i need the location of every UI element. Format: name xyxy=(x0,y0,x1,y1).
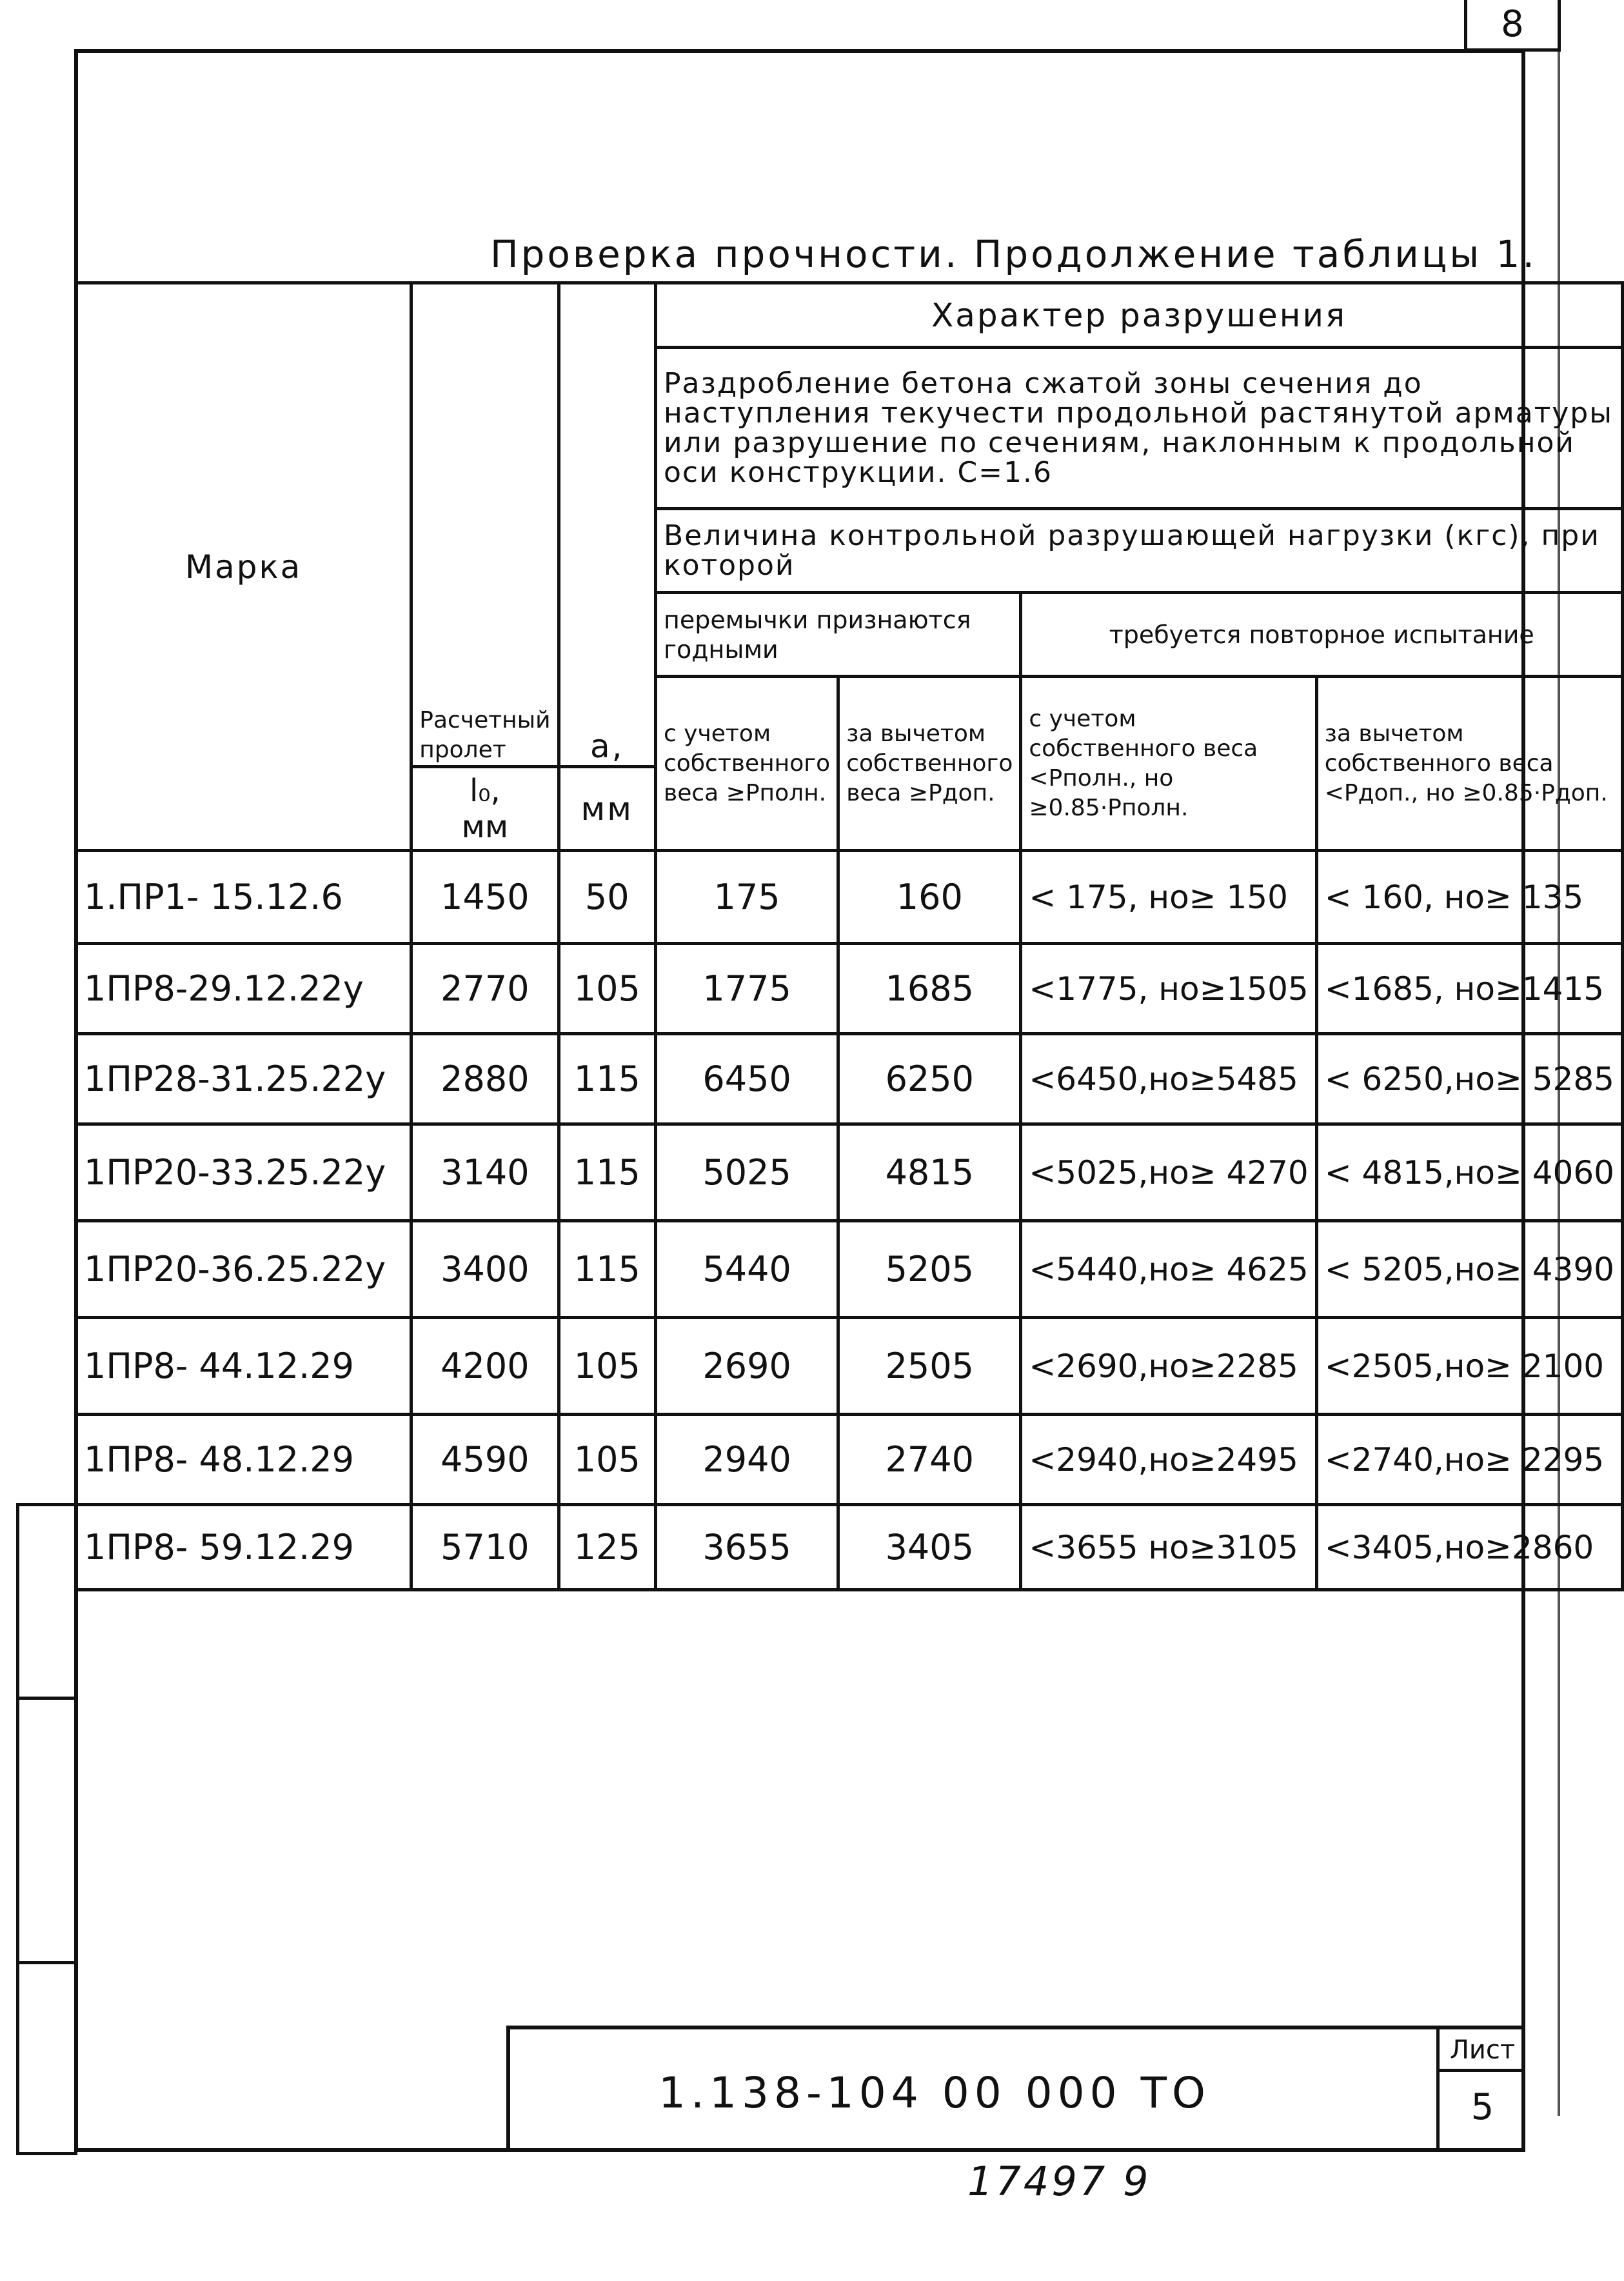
cell-p-add: 3405 xyxy=(838,1505,1021,1590)
cell-span: 1450 xyxy=(411,851,559,944)
binding-line-h3 xyxy=(16,1961,77,1964)
table-row xyxy=(76,1034,1623,1124)
corner-page-text: 8 xyxy=(1501,3,1524,45)
cell-a: 125 xyxy=(559,1505,655,1590)
cell-mark: 1ПР8-29.12.22у xyxy=(76,944,411,1034)
cell-retest-full: <5025,но≥ 4270 xyxy=(1021,1124,1316,1221)
table-row xyxy=(76,1221,1623,1318)
document-code: 1.138-104 00 000 ТО xyxy=(659,2068,1211,2118)
corner-page-number xyxy=(1464,0,1561,52)
cell-mark: 1ПР8- 44.12.29 xyxy=(76,1318,411,1415)
cell-p-full: 2690 xyxy=(656,1318,838,1415)
header-suitable: перемычки признаются годными xyxy=(656,593,1021,677)
title-block xyxy=(506,2026,1525,2152)
cell-retest-full: <3655 но≥3105 xyxy=(1021,1505,1316,1590)
archive-number: 17497 9 xyxy=(967,2158,1151,2205)
table-row xyxy=(76,1318,1623,1415)
cell-mark: 1ПР28-31.25.22у xyxy=(76,1034,411,1124)
header-a: a, xyxy=(559,283,655,767)
cell-p-full: 6450 xyxy=(656,1034,838,1124)
cell-retest-add: <3405,но≥2860 xyxy=(1316,1505,1622,1590)
page-title: Проверка прочности. Продолжение таблицы 1. xyxy=(490,232,1537,276)
cell-span: 2880 xyxy=(411,1034,559,1124)
cell-retest-add: < 160, но≥ 135 xyxy=(1316,851,1622,944)
cell-p-add: 160 xyxy=(838,851,1021,944)
cell-p-add: 1685 xyxy=(838,944,1021,1034)
cell-span: 3140 xyxy=(411,1124,559,1221)
cell-retest-full: <5440,но≥ 4625 xyxy=(1021,1221,1316,1318)
header-failure-type: Характер разрушения xyxy=(656,283,1623,348)
table-row xyxy=(76,1124,1623,1221)
binding-line-vertical xyxy=(16,1503,19,2155)
cell-a: 115 xyxy=(559,1221,655,1318)
sheet-label: Лист xyxy=(1440,2029,1525,2072)
cell-mark: 1ПР20-33.25.22у xyxy=(76,1124,411,1221)
cell-retest-full: <6450,но≥5485 xyxy=(1021,1034,1316,1124)
cell-p-add: 2740 xyxy=(838,1415,1021,1505)
header-control-load: Величина контрольной разрушающей нагрузки (кгс), при которой xyxy=(656,509,1623,593)
cell-a: 105 xyxy=(559,944,655,1034)
cell-retest-add: < 4815,но≥ 4060 xyxy=(1316,1124,1622,1221)
cell-retest-add: <1685, но≥1415 xyxy=(1316,944,1622,1034)
cell-a: 115 xyxy=(559,1124,655,1221)
header-retest: требуется повторное испытание xyxy=(1021,593,1623,677)
header-mark: Марка xyxy=(76,283,411,851)
header-sub1: с учетом собственного веса ≥Pполн. xyxy=(656,677,838,851)
table-row xyxy=(76,1505,1623,1590)
sheet-box xyxy=(1436,2029,1525,2152)
cell-retest-full: <2940,но≥2495 xyxy=(1021,1415,1316,1505)
header-a-unit: мм xyxy=(559,767,655,851)
cell-p-full: 3655 xyxy=(656,1505,838,1590)
cell-retest-add: <2740,но≥ 2295 xyxy=(1316,1415,1622,1505)
cell-p-full: 5440 xyxy=(656,1221,838,1318)
cell-mark: 1ПР8- 48.12.29 xyxy=(76,1415,411,1505)
binding-line-h1 xyxy=(16,1503,77,1506)
binding-line-h2 xyxy=(16,1697,77,1700)
cell-span: 2770 xyxy=(411,944,559,1034)
cell-p-full: 175 xyxy=(656,851,838,944)
cell-p-add: 5205 xyxy=(838,1221,1021,1318)
header-span: Расчетный пролет xyxy=(411,283,559,767)
cell-span: 3400 xyxy=(411,1221,559,1318)
binding-line-h4 xyxy=(16,2152,77,2155)
cell-mark: 1.ПР1- 15.12.6 xyxy=(76,851,411,944)
header-span-unit-cell xyxy=(411,767,559,851)
cell-p-full: 2940 xyxy=(656,1415,838,1505)
cell-mark: 1ПР8- 59.12.29 xyxy=(76,1505,411,1590)
header-sub4: за вычетом собственного веса <Pдоп., но ≥0.85·Pдоп. xyxy=(1316,677,1622,851)
strength-table xyxy=(74,281,1624,1591)
cell-span: 4590 xyxy=(411,1415,559,1505)
header-failure-desc: Раздробление бетона сжатой зоны сечения до наступления текучести продольной растянутой арматуры или разрушение по сечениям, наклонным к продольной оси конструкции. С=1.6 xyxy=(656,348,1623,509)
cell-retest-add: < 6250,но≥ 5285 xyxy=(1316,1034,1622,1124)
cell-span: 4200 xyxy=(411,1318,559,1415)
cell-retest-full: <2690,но≥2285 xyxy=(1021,1318,1316,1415)
cell-p-add: 4815 xyxy=(838,1124,1021,1221)
header-sub3: с учетом собственного веса <Pполн., но ≥0.85·Pполн. xyxy=(1021,677,1316,851)
cell-span: 5710 xyxy=(411,1505,559,1590)
cell-p-add: 2505 xyxy=(838,1318,1021,1415)
cell-retest-add: <2505,но≥ 2100 xyxy=(1316,1318,1622,1415)
cell-retest-add: < 5205,но≥ 4390 xyxy=(1316,1221,1622,1318)
header-span-unit: мм xyxy=(461,808,509,845)
cell-a: 105 xyxy=(559,1415,655,1505)
cell-retest-full: <1775, но≥1505 xyxy=(1021,944,1316,1034)
cell-a: 105 xyxy=(559,1318,655,1415)
cell-p-add: 6250 xyxy=(838,1034,1021,1124)
table-row xyxy=(76,1415,1623,1505)
cell-mark: 1ПР20-36.25.22у xyxy=(76,1221,411,1318)
cell-p-full: 5025 xyxy=(656,1124,838,1221)
cell-a: 50 xyxy=(559,851,655,944)
sheet-number: 5 xyxy=(1471,2086,1494,2128)
header-sub2: за вычетом собственного веса ≥Pдоп. xyxy=(838,677,1021,851)
table-row xyxy=(76,944,1623,1034)
header-span-symbol: l₀, xyxy=(469,772,500,809)
cell-a: 115 xyxy=(559,1034,655,1124)
cell-retest-full: < 175, но≥ 150 xyxy=(1021,851,1316,944)
table-row xyxy=(76,851,1623,944)
cell-p-full: 1775 xyxy=(656,944,838,1034)
